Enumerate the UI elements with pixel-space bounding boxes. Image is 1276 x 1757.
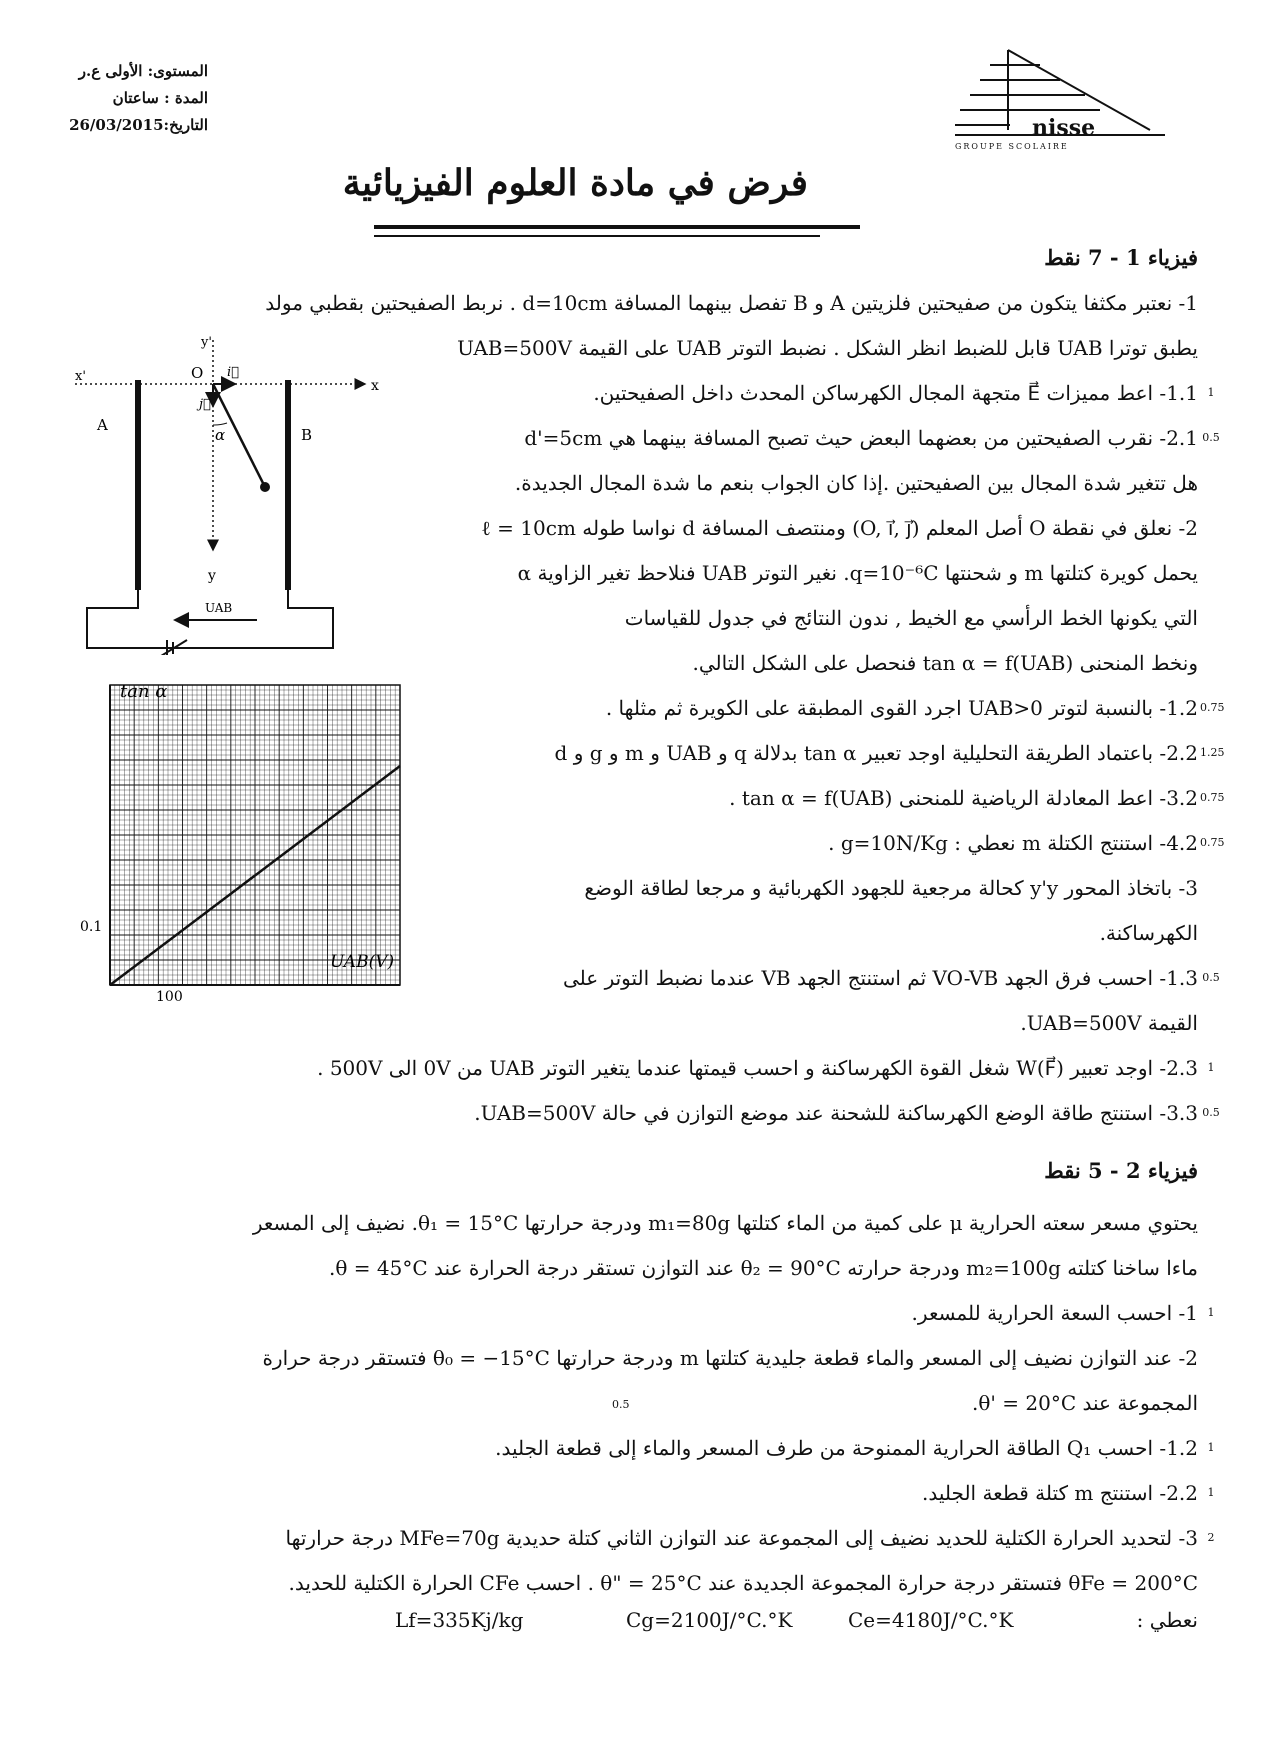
title-underline xyxy=(374,225,860,229)
physics2-line: 2- عند التوازن نضيف إلى المسعر والماء قطعة جليدية كتلتها m ودرجة حرارتها θ₀ = −15°C فتستقر درجة حرارة xyxy=(262,1346,1198,1370)
physics2-points: 2 xyxy=(1207,1531,1215,1544)
physics1-line: 2.1- نقرب الصفيحتين من بعضهما البعض حيث تصبح المسافة بينهما هي d'=5cm xyxy=(524,426,1198,450)
physics1-points: 0.75 xyxy=(1200,836,1225,849)
given-ce: Ce=4180J/°C.°K xyxy=(848,1608,1014,1632)
label-x-prime: x' xyxy=(75,369,86,384)
physics1-points: 0.5 xyxy=(1202,431,1220,444)
physics1-line: ونخط المنحنى tan α = f(UAB) فنحصل على الشكل التالي. xyxy=(692,651,1198,675)
physics1-points: 0.5 xyxy=(1202,971,1220,984)
physics1-line: 1.2- بالنسبة لتوتر UAB>0 اجرد القوى المطبقة على الكويرة ثم مثلها . xyxy=(605,696,1198,720)
chart-ylabel: tan α xyxy=(120,681,168,702)
physics1-points: 1 xyxy=(1207,386,1215,399)
angle-arc xyxy=(213,423,227,425)
stray-points: 0.5 xyxy=(612,1398,630,1411)
label-alpha: α xyxy=(215,426,226,444)
physics1-line: يحمل كويرة كتلتها m و شحنتها q=10⁻⁶C. نغير التوتر UAB فنلاحظ تغير الزاوية α xyxy=(517,561,1198,585)
physics1-line: 1.1- اعط مميزات E⃗ متجهة المجال الكهرساكن المحدث داخل الصفيحتين. xyxy=(593,381,1198,405)
physics1-points: 1 xyxy=(1207,1061,1215,1074)
physics2-line: يحتوي مسعر سعته الحرارية μ على كمية من الماء كتلتها m₁=80g ودرجة حرارتها θ₁ = 15°C. نضيف إلى المسعر xyxy=(252,1211,1198,1235)
date-text: 26/03/2015:التاريخ xyxy=(69,116,208,134)
logo-name: nisse xyxy=(1032,115,1096,141)
chart-x-tick-label: 100 xyxy=(156,989,183,1005)
label-x: x xyxy=(371,378,379,394)
level-text: المستوى: الأولى ع.ر xyxy=(78,62,208,80)
physics1-line: التي يكونها الخط الرأسي مع الخيط , ندون النتائج في جدول للقياسات xyxy=(624,606,1198,630)
tan-alpha-chart xyxy=(70,675,410,1015)
chart-grid xyxy=(110,685,400,985)
physics2-line: 1.2- احسب Q₁ الطاقة الحرارية الممنوحة من طرف المسعر والماء إلى قطعة الجليد. xyxy=(495,1436,1198,1460)
physics2-line: 3- لتحديد الحرارة الكتلية للحديد نضيف إلى المجموعة عند التوازن الثاني كتلة حديدية MFe=70g درجة حرارتها xyxy=(285,1526,1198,1550)
label-j: j⃗ xyxy=(199,397,211,412)
physics1-line: الكهرساكنة. xyxy=(1099,921,1198,945)
capacitor-figure xyxy=(75,330,385,655)
pendulum-ball xyxy=(260,482,270,492)
physics2-heading: فيزياء 2 - 5 نقط xyxy=(1044,1158,1198,1183)
physics1-line: 2- نعلق في نقطة O أصل المعلم (O, i⃗, j⃗) ومنتصف المسافة d نواسا طوله ℓ = 10cm xyxy=(481,516,1198,540)
duration-text: المدة : ساعتان xyxy=(112,89,208,107)
physics1-points: 0.5 xyxy=(1202,1106,1220,1119)
physics2-line: 2.2- استنتج m كتلة قطعة الجليد. xyxy=(922,1481,1198,1505)
physics1-heading: فيزياء 1 - 7 نقط xyxy=(1044,245,1198,270)
physics1-points: 0.75 xyxy=(1200,791,1225,804)
header-meta xyxy=(68,58,208,139)
physics1-line: 2.2- باعتماد الطريقة التحليلية اوجد تعبير tan α بدلالة q و UAB و m و g و d xyxy=(554,741,1198,765)
physics1-line: 3.3- استنتج طاقة الوضع الكهرساكنة للشحنة عند موضع التوازن في حالة UAB=500V. xyxy=(474,1101,1198,1125)
physics2-points: 1 xyxy=(1207,1441,1215,1454)
physics1-line: 3- باتخاذ المحور y'y كحالة مرجعية للجهود الكهربائية و مرجعا لطاقة الوضع xyxy=(584,876,1198,900)
plate-a xyxy=(135,380,141,590)
label-a: A xyxy=(97,416,108,434)
label-y-prime: y' xyxy=(201,335,212,350)
logo-sub: GROUPE SCOLAIRE xyxy=(955,142,1069,151)
physics1-points: 0.75 xyxy=(1200,701,1225,714)
physics1-points: 1.25 xyxy=(1200,746,1225,759)
physics2-line: ماءا ساخنا كتلته m₂=100g ودرجة حرارته θ₂ = 90°C عند التوازن تستقر درجة الحرارة عند θ = 45°C. xyxy=(329,1256,1198,1280)
label-i: i⃗ xyxy=(227,365,239,380)
given-label: نعطي : xyxy=(1136,1608,1198,1632)
page-title: فرض في مادة العلوم الفيزيائية xyxy=(342,162,808,204)
physics1-line: 4.2- استنتج الكتلة m نعطي : g=10N/Kg . xyxy=(828,831,1198,855)
chart-xlabel: UAB(V) xyxy=(330,952,395,972)
physics2-line: المجموعة عند θ' = 20°C. xyxy=(972,1391,1198,1415)
plate-b xyxy=(285,380,291,590)
physics1-line: 1- نعتبر مكثفا يتكون من صفيحتين فلزيتين A و B تفصل بينهما المسافة d=10cm . نربط الصفيحتين بقطبي مولد xyxy=(265,291,1198,315)
label-y: y xyxy=(208,568,216,584)
physics1-line: القيمة UAB=500V. xyxy=(1020,1011,1198,1035)
physics1-line: 3.2- اعط المعادلة الرياضية للمنحنى tan α = f(UAB) . xyxy=(729,786,1198,810)
label-o: O xyxy=(191,364,204,382)
label-uab: UAB xyxy=(205,601,233,615)
physics2-line: θFe = 200°C فتستقر درجة حرارة المجموعة الجديدة عند θ" = 25°C . احسب CFe الحرارة الكتلية للحديد. xyxy=(288,1571,1198,1595)
physics2-line: 1- احسب السعة الحرارية للمسعر. xyxy=(911,1301,1198,1325)
physics2-points: 1 xyxy=(1207,1306,1215,1319)
physics1-line: هل تتغير شدة المجال بين الصفيحتين .إذا كان الجواب بنعم ما شدة المجال الجديدة. xyxy=(514,471,1198,495)
school-logo xyxy=(950,45,1175,155)
physics1-line: 2.3- اوجد تعبير W(F⃗) شغل القوة الكهرساكنة و احسب قيمتها عندما يتغير التوتر UAB من 0V الى 500V . xyxy=(317,1056,1198,1080)
physics1-line: 1.3- احسب فرق الجهد VO-VB ثم استنتج الجهد VB عندما نضبط التوتر على xyxy=(562,966,1198,990)
title-underline-2 xyxy=(374,235,820,237)
given-lf: Lf=335Kj/kg xyxy=(395,1608,524,1632)
label-b: B xyxy=(301,426,313,444)
given-cg: Cg=2100J/°C.°K xyxy=(626,1608,793,1632)
chart-y-tick-label: 0.1 xyxy=(80,919,103,935)
physics1-line: يطبق توترا UAB قابل للضبط انظر الشكل . نضبط التوتر UAB على القيمة UAB=500V xyxy=(457,336,1198,360)
physics2-points: 1 xyxy=(1207,1486,1215,1499)
